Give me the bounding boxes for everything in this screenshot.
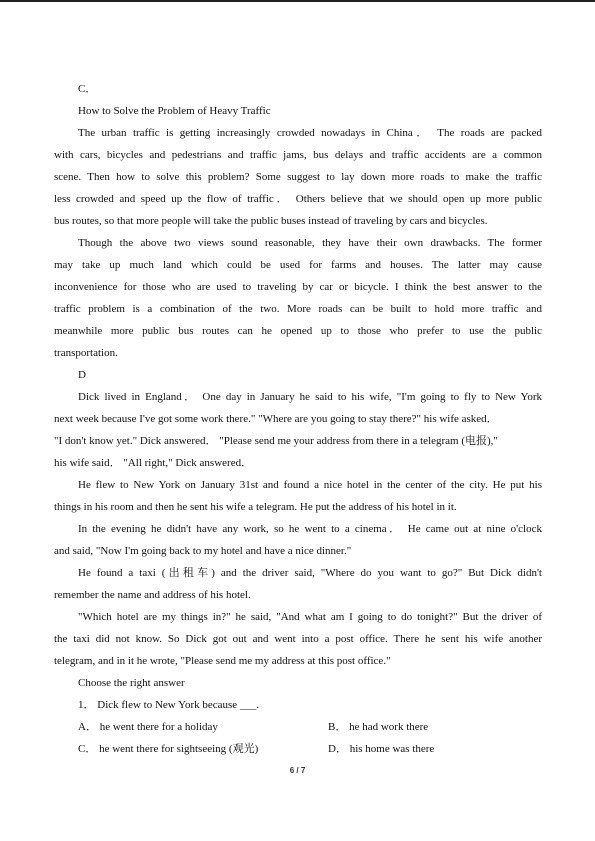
option-d: D． his home was there [328,743,435,755]
text-line: "Which hotel are my things in?" he said, "And what am I going to do tonight?" But the driver of [78,611,542,623]
text-line: less crowded and speed up the flow of traffic． Others believe that we should open up more public [54,193,542,205]
section-c-label: C． [78,83,97,95]
text-line: "I don't know yet." Dick answered． "Please send me your address from there in a telegram (电报)," [54,435,498,447]
text-line: The urban traffic is getting increasingly crowded nowadays in China． The roads are packed [78,127,542,139]
text-line: inconvenience for those who are used to traveling by car or bicycle. I think the best answer to the [54,281,542,293]
question-1-options-row-1 [54,716,542,738]
section-d-label: D [78,369,86,381]
text-line: He flew to New York on January 31st and found a nice hotel in the center of the city. He put his [78,479,542,491]
text-line: things in his room and then he sent his wife a telegram. He put the address of his hotel in it. [54,501,457,513]
text-line: In the evening he didn't have any work, so he went to a cinema． He came out at nine o'clock [78,523,542,535]
option-c: C． he went there for sightseeing (观光) [78,743,259,755]
text-line: bus routes, so that more people will take the public buses instead of traveling by cars and bicycles. [54,215,488,227]
text-line: remember the name and address of his hotel. [54,589,251,601]
page-number: 6 / 7 [289,766,306,775]
question-1-options-row-2 [54,738,542,760]
text-line: transportation. [54,347,118,359]
text-line: his wife said． "All right," Dick answered． [54,457,253,469]
passage-d-paragraph-1 [54,386,542,474]
passage-d-paragraph-2 [54,474,542,518]
question-1-stem: 1． Dick flew to New York because ___. [78,699,260,711]
text-line: the taxi did not know. So Dick got out and went into a post office. There he sent his wife another [54,633,542,645]
text-line: and said, "Now I'm going back to my hotel and have a nice dinner." [54,545,352,557]
text-line: He found a taxi (出租车) and the driver said, "Where do you want to go?" But Dick didn't [78,567,542,579]
text-line: with cars, bicycles and pedestrians and traffic jams, bus delays and traffic accidents are a common [54,149,542,161]
passage-c-paragraph-2 [54,232,542,364]
text-line: next week because I've got some work there." "Where are you going to stay there?" his wife asked． [54,413,498,425]
text-line: may take up much land which could be used for farms and houses. The latter may cause [54,259,542,271]
passage-d-paragraph-3 [54,518,542,562]
text-line: Though the above two views sound reasonable, they have their own drawbacks. The former [78,237,542,249]
option-a: A． he went there for a holiday [78,721,218,733]
passage-c-title: How to Solve the Problem of Heavy Traffic [78,105,271,117]
top-rule [0,0,595,2]
text-line: Dick lived in England． One day in January he said to his wife, "I'm going to fly to New York [78,391,542,403]
text-line: scene. Then how to solve this problem? Some suggest to lay down more roads to make the traffic [54,171,542,183]
text-line: traffic problem is a combination of the two. More roads can be built to hold more traffic and [54,303,542,315]
text-line: meanwhile more public bus routes can he opened up to those who prefer to use the public [54,325,542,337]
passage-d-paragraph-4 [54,562,542,606]
question-instruction: Choose the right answer [78,677,185,689]
option-b: B． he had work there [328,721,429,733]
passage-d-paragraph-5 [54,606,542,672]
text-line: telegram, and in it he wrote, "Please send me my address at this post office." [54,655,391,667]
document-body [54,78,542,760]
passage-c-paragraph-1 [54,122,542,232]
